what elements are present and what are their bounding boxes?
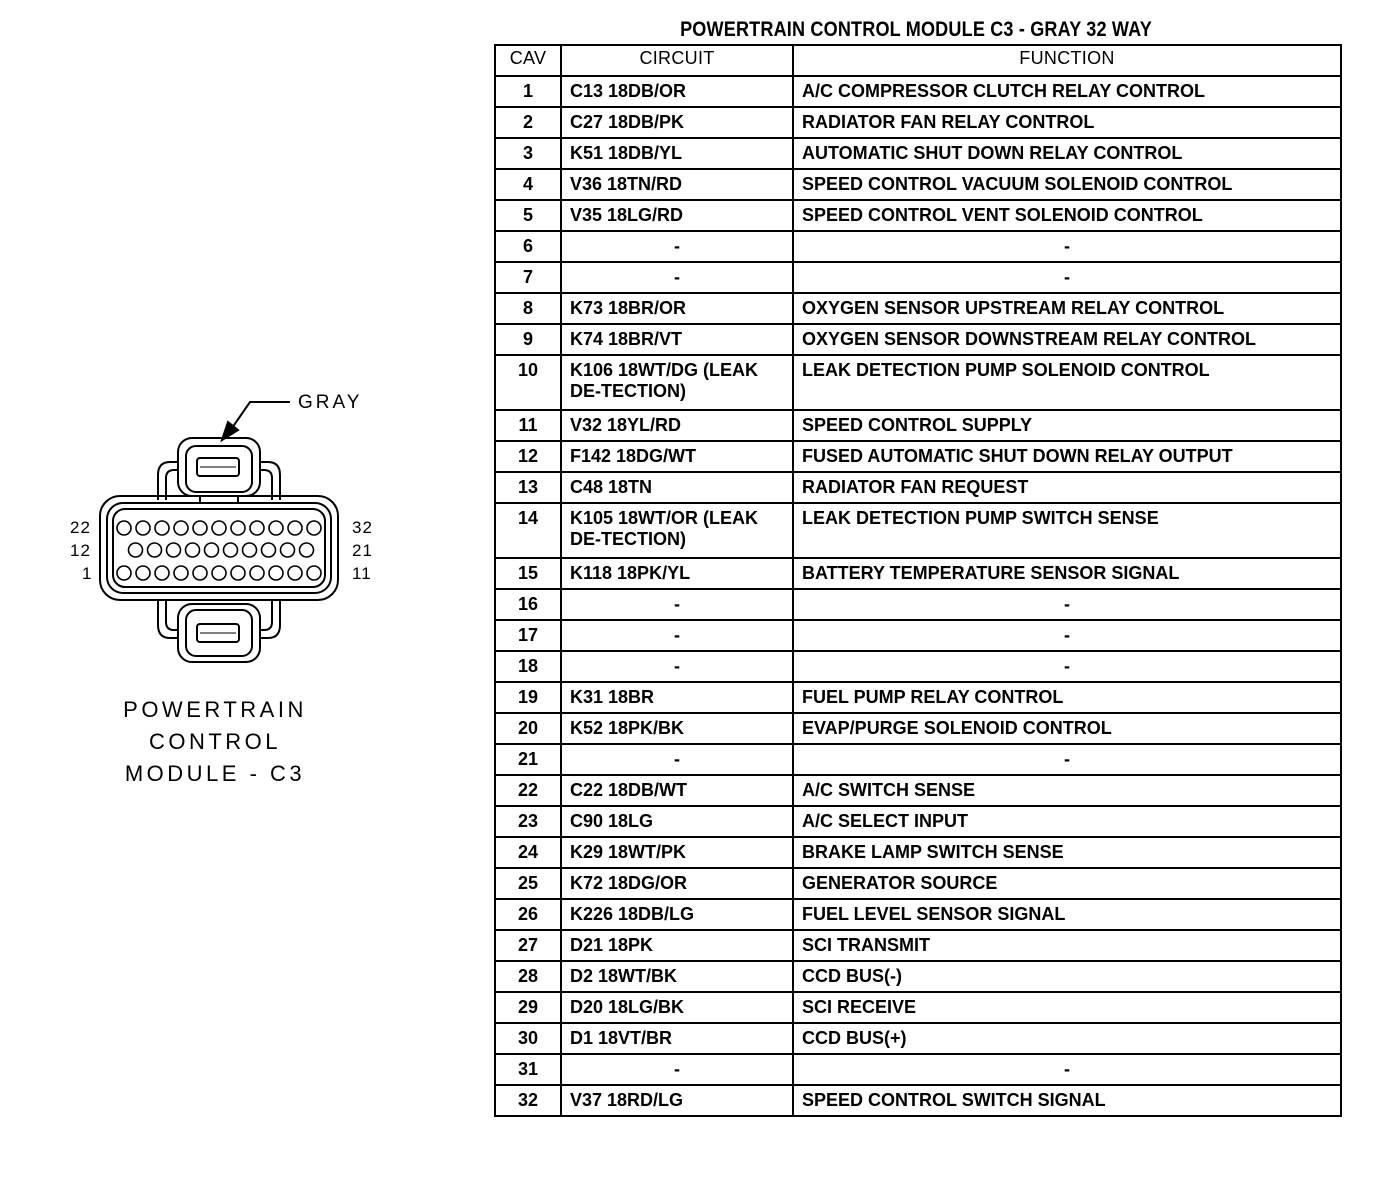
table-header-row	[495, 45, 1341, 76]
table-row	[495, 620, 1341, 651]
function-cell: LEAK DETECTION PUMP SOLENOID CONTROL	[793, 355, 1341, 410]
function-cell: FUSED AUTOMATIC SHUT DOWN RELAY OUTPUT	[793, 441, 1341, 472]
cavity-hole	[136, 521, 150, 535]
connector-color-label: GRAY	[298, 392, 363, 413]
cavity-hole	[167, 543, 181, 557]
table-row	[495, 899, 1341, 930]
function-cell: A/C COMPRESSOR CLUTCH RELAY CONTROL	[793, 76, 1341, 107]
connector-caption-line-3: MODULE - C3	[124, 761, 306, 786]
table-row	[495, 1085, 1341, 1116]
circuit-cell: C13 18DB/OR	[561, 76, 793, 107]
cav-cell: 30	[495, 1023, 561, 1054]
table-row	[495, 76, 1341, 107]
table-title: POWERTRAIN CONTROL MODULE C3 - GRAY 32 WAY	[680, 18, 1152, 41]
cav-cell: 8	[495, 293, 561, 324]
circuit-cell: D2 18WT/BK	[561, 961, 793, 992]
cav-cell: 12	[495, 441, 561, 472]
cavity-hole	[250, 521, 264, 535]
table-row	[495, 441, 1341, 472]
cav-cell: 16	[495, 589, 561, 620]
cav-cell: 25	[495, 868, 561, 899]
circuit-cell: V36 18TN/RD	[561, 169, 793, 200]
cav-cell: 24	[495, 837, 561, 868]
circuit-cell: K52 18PK/BK	[561, 713, 793, 744]
cav-cell: 28	[495, 961, 561, 992]
table-row	[495, 651, 1341, 682]
function-cell: SPEED CONTROL VENT SOLENOID CONTROL	[793, 200, 1341, 231]
cavity-hole	[155, 521, 169, 535]
cav-cell: 22	[495, 775, 561, 806]
pinout-table	[494, 44, 1342, 1117]
function-cell: OXYGEN SENSOR DOWNSTREAM RELAY CONTROL	[793, 324, 1341, 355]
table-row	[495, 961, 1341, 992]
cavity-hole	[136, 566, 150, 580]
function-cell: CCD BUS(-)	[793, 961, 1341, 992]
function-cell: GENERATOR SOURCE	[793, 868, 1341, 899]
cav-cell: 17	[495, 620, 561, 651]
function-cell: BRAKE LAMP SWITCH SENSE	[793, 837, 1341, 868]
table-row	[495, 868, 1341, 899]
cavity-hole	[250, 566, 264, 580]
cavity-hole	[186, 543, 200, 557]
circuit-cell: K74 18BR/VT	[561, 324, 793, 355]
table-row	[495, 262, 1341, 293]
table-row	[495, 472, 1341, 503]
function-cell: SPEED CONTROL SUPPLY	[793, 410, 1341, 441]
pin-number-mid-left: 12	[70, 541, 91, 560]
function-cell: -	[793, 651, 1341, 682]
table-row	[495, 558, 1341, 589]
table-row	[495, 169, 1341, 200]
cavity-grid	[117, 521, 321, 580]
pin-number-bottom-right: 11	[352, 564, 372, 583]
cav-cell: 13	[495, 472, 561, 503]
function-cell: SCI TRANSMIT	[793, 930, 1341, 961]
circuit-cell: -	[561, 620, 793, 651]
cavity-hole	[148, 543, 162, 557]
connector-caption-line-1: POWERTRAIN	[123, 697, 307, 722]
cav-cell: 27	[495, 930, 561, 961]
connector-drawing	[0, 0, 480, 700]
circuit-cell: K73 18BR/OR	[561, 293, 793, 324]
circuit-cell: C27 18DB/PK	[561, 107, 793, 138]
cav-cell: 5	[495, 200, 561, 231]
cavity-hole	[281, 543, 295, 557]
table-row	[495, 930, 1341, 961]
table-row	[495, 293, 1341, 324]
table-row	[495, 355, 1341, 410]
table-row	[495, 410, 1341, 441]
cav-cell: 6	[495, 231, 561, 262]
cav-cell: 14	[495, 503, 561, 558]
cavity-hole	[288, 521, 302, 535]
cavity-hole	[269, 521, 283, 535]
cavity-hole	[231, 521, 245, 535]
cav-cell: 20	[495, 713, 561, 744]
table-row	[495, 107, 1341, 138]
cav-cell: 23	[495, 806, 561, 837]
connector-caption-line-2: CONTROL	[148, 729, 282, 754]
circuit-cell: V37 18RD/LG	[561, 1085, 793, 1116]
circuit-cell: -	[561, 231, 793, 262]
cav-cell: 29	[495, 992, 561, 1023]
table-row	[495, 1023, 1341, 1054]
cav-cell: 15	[495, 558, 561, 589]
function-cell: SPEED CONTROL VACUUM SOLENOID CONTROL	[793, 169, 1341, 200]
table-row	[495, 503, 1341, 558]
function-cell: CCD BUS(+)	[793, 1023, 1341, 1054]
function-cell: BATTERY TEMPERATURE SENSOR SIGNAL	[793, 558, 1341, 589]
circuit-cell: C48 18TN	[561, 472, 793, 503]
pin-number-top-right: 32	[352, 518, 373, 537]
header-function: FUNCTION	[793, 45, 1341, 76]
cav-cell: 7	[495, 262, 561, 293]
cavity-hole	[193, 566, 207, 580]
function-cell: -	[793, 744, 1341, 775]
circuit-cell: C22 18DB/WT	[561, 775, 793, 806]
circuit-cell: V32 18YL/RD	[561, 410, 793, 441]
circuit-cell: -	[561, 651, 793, 682]
cavity-hole	[129, 543, 143, 557]
cavity-hole	[117, 566, 131, 580]
function-cell: A/C SELECT INPUT	[793, 806, 1341, 837]
cav-cell: 11	[495, 410, 561, 441]
function-cell: A/C SWITCH SENSE	[793, 775, 1341, 806]
table-row	[495, 992, 1341, 1023]
leader-line	[232, 402, 290, 428]
function-cell: -	[793, 1054, 1341, 1085]
cav-cell: 3	[495, 138, 561, 169]
circuit-cell: K118 18PK/YL	[561, 558, 793, 589]
cav-cell: 21	[495, 744, 561, 775]
function-cell: SPEED CONTROL SWITCH SIGNAL	[793, 1085, 1341, 1116]
pin-number-mid-right: 21	[352, 541, 373, 560]
circuit-cell: -	[561, 1054, 793, 1085]
cavity-hole	[300, 543, 314, 557]
function-cell: AUTOMATIC SHUT DOWN RELAY CONTROL	[793, 138, 1341, 169]
cavity-hole	[174, 566, 188, 580]
cav-cell: 2	[495, 107, 561, 138]
circuit-cell: C90 18LG	[561, 806, 793, 837]
function-cell: -	[793, 262, 1341, 293]
cav-cell: 32	[495, 1085, 561, 1116]
cavity-hole	[288, 566, 302, 580]
cavity-hole	[224, 543, 238, 557]
circuit-cell: -	[561, 744, 793, 775]
table-row	[495, 589, 1341, 620]
circuit-cell: D21 18PK	[561, 930, 793, 961]
pin-number-bottom-left: 1	[82, 564, 93, 583]
table-row	[495, 231, 1341, 262]
circuit-cell: D1 18VT/BR	[561, 1023, 793, 1054]
table-row	[495, 138, 1341, 169]
function-cell: OXYGEN SENSOR UPSTREAM RELAY CONTROL	[793, 293, 1341, 324]
cav-cell: 4	[495, 169, 561, 200]
table-row	[495, 806, 1341, 837]
function-cell: LEAK DETECTION PUMP SWITCH SENSE	[793, 503, 1341, 558]
circuit-cell: F142 18DG/WT	[561, 441, 793, 472]
circuit-cell: K106 18WT/DG (LEAK DE-TECTION)	[561, 355, 793, 410]
cavity-hole	[155, 566, 169, 580]
function-cell: RADIATOR FAN REQUEST	[793, 472, 1341, 503]
circuit-cell: K51 18DB/YL	[561, 138, 793, 169]
cav-cell: 1	[495, 76, 561, 107]
cav-cell: 18	[495, 651, 561, 682]
cav-cell: 10	[495, 355, 561, 410]
function-cell: EVAP/PURGE SOLENOID CONTROL	[793, 713, 1341, 744]
cavity-hole	[174, 521, 188, 535]
cavity-hole	[307, 521, 321, 535]
table-row	[495, 200, 1341, 231]
header-cav: CAV	[495, 45, 561, 76]
circuit-cell: K226 18DB/LG	[561, 899, 793, 930]
function-cell: -	[793, 589, 1341, 620]
cavity-hole	[212, 566, 226, 580]
circuit-cell: -	[561, 589, 793, 620]
cavity-hole	[193, 521, 207, 535]
table-row	[495, 682, 1341, 713]
function-cell: -	[793, 231, 1341, 262]
circuit-cell: -	[561, 262, 793, 293]
function-cell: SCI RECEIVE	[793, 992, 1341, 1023]
cavity-hole	[243, 543, 257, 557]
circuit-cell: K29 18WT/PK	[561, 837, 793, 868]
function-cell: FUEL PUMP RELAY CONTROL	[793, 682, 1341, 713]
cav-cell: 9	[495, 324, 561, 355]
cav-cell: 19	[495, 682, 561, 713]
cavity-hole	[307, 566, 321, 580]
cav-cell: 26	[495, 899, 561, 930]
cav-cell: 31	[495, 1054, 561, 1085]
cavity-hole	[269, 566, 283, 580]
table-row	[495, 744, 1341, 775]
function-cell: RADIATOR FAN RELAY CONTROL	[793, 107, 1341, 138]
circuit-cell: K105 18WT/OR (LEAK DE-TECTION)	[561, 503, 793, 558]
cavity-hole	[231, 566, 245, 580]
circuit-cell: D20 18LG/BK	[561, 992, 793, 1023]
function-cell: FUEL LEVEL SENSOR SIGNAL	[793, 899, 1341, 930]
table-row	[495, 775, 1341, 806]
circuit-cell: K72 18DG/OR	[561, 868, 793, 899]
cavity-hole	[212, 521, 226, 535]
cavity-hole	[117, 521, 131, 535]
cavity-hole	[262, 543, 276, 557]
circuit-cell: V35 18LG/RD	[561, 200, 793, 231]
function-cell: -	[793, 620, 1341, 651]
table-row	[495, 837, 1341, 868]
header-circuit: CIRCUIT	[561, 45, 793, 76]
cavity-hole	[205, 543, 219, 557]
pin-number-top-left: 22	[70, 518, 91, 537]
table-row	[495, 324, 1341, 355]
table-body	[495, 76, 1341, 1116]
circuit-cell: K31 18BR	[561, 682, 793, 713]
table-row	[495, 1054, 1341, 1085]
table-row	[495, 713, 1341, 744]
